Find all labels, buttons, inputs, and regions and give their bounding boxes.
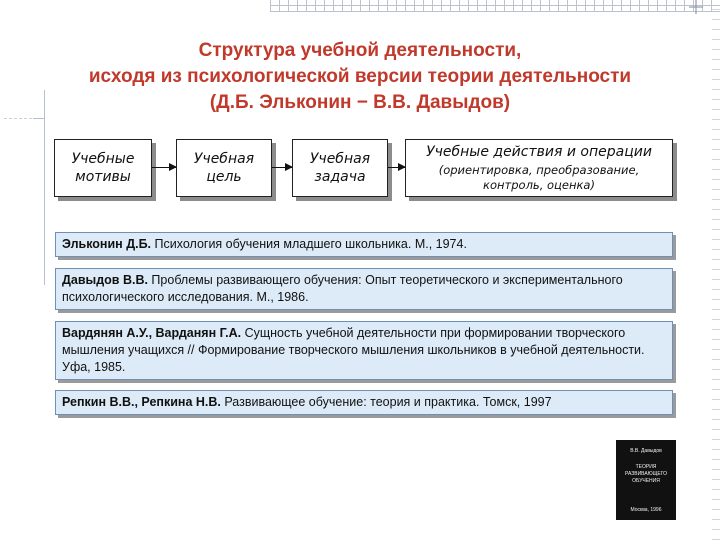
title-line-3: (Д.Б. Эльконин − В.В. Давыдов) bbox=[209, 92, 511, 113]
title-line-2: исходя из психологической версии теории деятельности bbox=[88, 66, 632, 87]
reference-text: Проблемы развивающего обучения: Опыт теоретического и экспериментального психологического исследования. М., 1986. bbox=[62, 273, 623, 304]
book-author: В.В. Давыдов bbox=[630, 448, 662, 454]
reference-authors: Давыдов В.В. bbox=[62, 273, 148, 287]
reference-item bbox=[55, 232, 673, 257]
flow-arrow bbox=[272, 167, 292, 168]
flow-arrow bbox=[152, 167, 176, 168]
title-line-1: Структура учебной деятельности, bbox=[198, 40, 522, 61]
flow-box-label: Учебные действия и операции bbox=[426, 144, 652, 160]
flow-box-motives bbox=[54, 139, 152, 197]
reference-item bbox=[55, 268, 673, 310]
reference-authors: Репкин В.В., Репкина Н.В. bbox=[62, 395, 221, 409]
decorative-vertical-line bbox=[44, 90, 45, 285]
flow-box-actions bbox=[405, 139, 673, 197]
reference-item bbox=[55, 390, 673, 415]
reference-authors: Эльконин Д.Б. bbox=[62, 237, 152, 251]
book-cover-image bbox=[616, 440, 676, 520]
book-title-line-1: ТЕОРИЯ bbox=[635, 464, 657, 470]
reference-text: Сущность учебной деятельности при формировании творческого мышления учащихся // Формирование творческого мышления школьников в учебной деятельности. Уфа, 1985. bbox=[62, 326, 645, 374]
book-title-line-3: ОБУЧЕНИЯ bbox=[632, 478, 660, 484]
decorative-dash bbox=[4, 118, 32, 120]
reference-text: Развивающее обучение: теория и практика. Томск, 1997 bbox=[220, 395, 552, 409]
flow-box-label: Учебная задача bbox=[309, 151, 371, 185]
flow-arrow bbox=[388, 167, 405, 168]
corner-cross-icon bbox=[686, 0, 720, 34]
decorative-tick bbox=[33, 118, 45, 119]
book-title-line-2: РАЗВИВАЮЩЕГО bbox=[624, 471, 668, 477]
reference-item bbox=[55, 321, 673, 380]
reference-text: Психология обучения младшего школьника. М., 1974. bbox=[151, 237, 467, 251]
slide-title bbox=[40, 38, 680, 116]
flow-box-task bbox=[292, 139, 388, 197]
flow-box-label: Учебная цель bbox=[193, 151, 255, 185]
decorative-grid-right bbox=[712, 0, 720, 540]
flow-box-sublabel: (ориентировка, преобразование, контроль, оценка) bbox=[438, 163, 640, 192]
flow-box-label: Учебные мотивы bbox=[71, 151, 135, 185]
reference-authors: Вардянян А.У., Варданян Г.А. bbox=[62, 326, 242, 340]
decorative-grid-top bbox=[270, 0, 720, 12]
flow-box-goal bbox=[176, 139, 272, 197]
book-footer: Москва, 1996 bbox=[630, 507, 662, 513]
